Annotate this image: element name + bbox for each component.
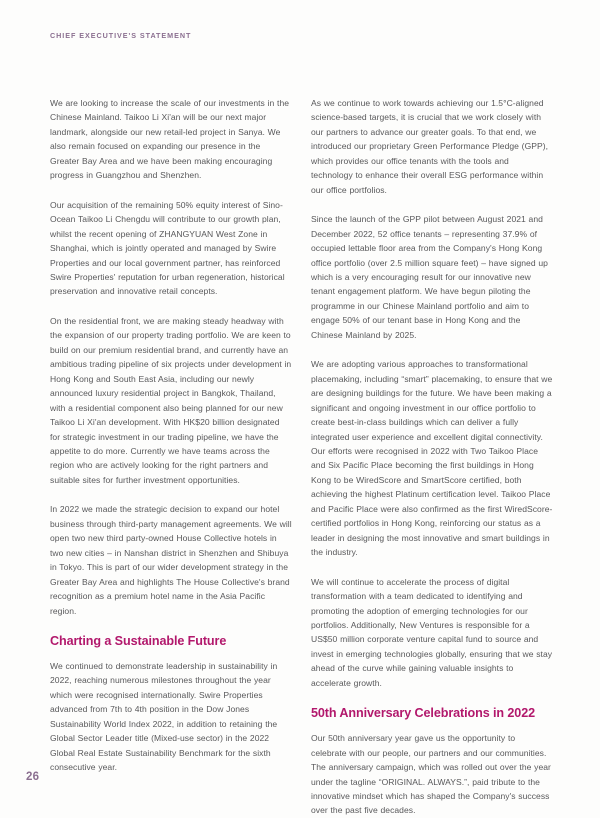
- section-heading-50th-anniversary-celebrations: 50th Anniversary Celebrations in 2022: [311, 706, 536, 721]
- section-heading-charting-a-sustainable-future: Charting a Sustainable Future: [50, 633, 227, 648]
- paragraph: Since the launch of the GPP pilot between August 2021 and December 2022, 52 office tenants – representing 37.9% of occupied lettable floor area from the Company's Hong Kong office portfolio (over 2.5 million square feet) – have signed up which is a very encouraging result for our innovative new tenant engagement platform. We have begun piloting the programme in our Chinese Mainland portfolio and aim to engage 50% of our tenant base in Hong Kong and the Chinese Mainland by 2025.: [311, 214, 548, 340]
- right-column: [311, 96, 553, 818]
- paragraph: We continued to demonstrate leadership in sustainability in 2022, reaching numerous milestones throughout the year which were recognised internationally. Swire Properties advanced from 7th to 4th position in the Dow Jones Sustainability World Index 2022, in addition to retaining the Global Sector Leader title (Mixed-use sector) in the 2022 Global Real Estate Sustainability Benchmark for the sixth consecutive year.: [50, 660, 278, 773]
- paragraph: As we continue to work towards achieving our 1.5°C-aligned science-based targets, it is crucial that we work closely with our partners to advance our greater goals. To that end, we introduced our proprietary Green Performance Pledge (GPP), which provides our office tenants with the tools and technology to enhance their overall ESG performance within our office portfolios.: [311, 98, 549, 195]
- paragraph: On the residential front, we are making steady headway with the expansion of our property trading portfolio. We are keen to build on our premium residential brand, and currently have an ambitious trading pipeline of six projects under development in Hong Kong and South East Asia, including our newly announced luxury residential project in Bangkok, Thailand, with a residential component also being planned for our new Taikoo Li Xi'an development. With HK$20 billion designated for strategic investment in our trading pipeline, we have the appetite to do more. Currently we have teams across the region who are actively looking for the right partners and suitable sites for further investment opportunities.: [50, 315, 292, 485]
- paragraph: In 2022 we made the strategic decision to expand our hotel business through third-party management agreements. We will open two new third party-owned House Collective hotels in two new cities – in Nanshan district in Shenzhen and Shibuya in Tokyo. This is part of our wider development strategy in the Greater Bay Area and highlights The House Collective's brand recognition as a premium hotel name in the Asia Pacific region.: [50, 504, 292, 616]
- paragraph: Our acquisition of the remaining 50% equity interest of Sino-Ocean Taikoo Li Chengdu will contribute to our growth plan, whilst the recent opening of ZHANGYUAN West Zone in Shanghai, which is jointly operated and managed by Swire Properties and our local government partner, has reinforced Swire Properties' reputation for urban regeneration, historical preservation and innovative retail concepts.: [50, 199, 285, 297]
- left-column: [50, 96, 292, 818]
- two-column-body: [50, 96, 554, 818]
- running-header: CHIEF EXECUTIVE'S STATEMENT: [50, 31, 192, 40]
- paragraph: We will continue to accelerate the process of digital transformation with a team dedicated to identifying and promoting the adoption of emerging technologies for our portfolios. Additionally, New Ventures is responsible for a US$50 million corporate venture capital fund to source and invest in emerging technologies globally, ensuring that we stay ahead of the curve while gaining valuable insights to accelerate growth.: [311, 576, 553, 688]
- paragraph: We are looking to increase the scale of our investments in the Chinese Mainland. Taikoo Li Xi'an will be our next major landmark, alongside our new retail-led project in Sanya. We also remain focused on expanding our presence in the Greater Bay Area and we have been making encouraging progress in Guangzhou and Shenzhen.: [50, 98, 290, 181]
- page-number: 26: [26, 771, 40, 783]
- paragraph: Our 50th anniversary year gave us the opportunity to celebrate with our people, our partners and our communities. The anniversary campaign, which was rolled out over the year under the tagline “ORIGINAL. ALWAYS.”, paid tribute to the innovative mindset which has shaped the Company's success over the past five decades.: [311, 733, 551, 816]
- paragraph: We are adopting various approaches to transformational placemaking, including “smart” placemaking, to ensure that we are designing buildings for the future. We have been making a significant and ongoing investment in our office portfolio to create best-in-class buildings which can deliver a fully integrated user experience and excellent digital connectivity. Our efforts were recognised in 2022 with Two Taikoo Place and Six Pacific Place becoming the first buildings in Hong Kong to be WiredScore and SmartScore certified, both achieving the highest Platinum certification level. Taikoo Place and Pacific Place were also confirmed as the first WiredScore-certified portfolios in Hong Kong, reinforcing our status as a leader in designing the most innovative and smart buildings in the industry.: [311, 359, 553, 558]
